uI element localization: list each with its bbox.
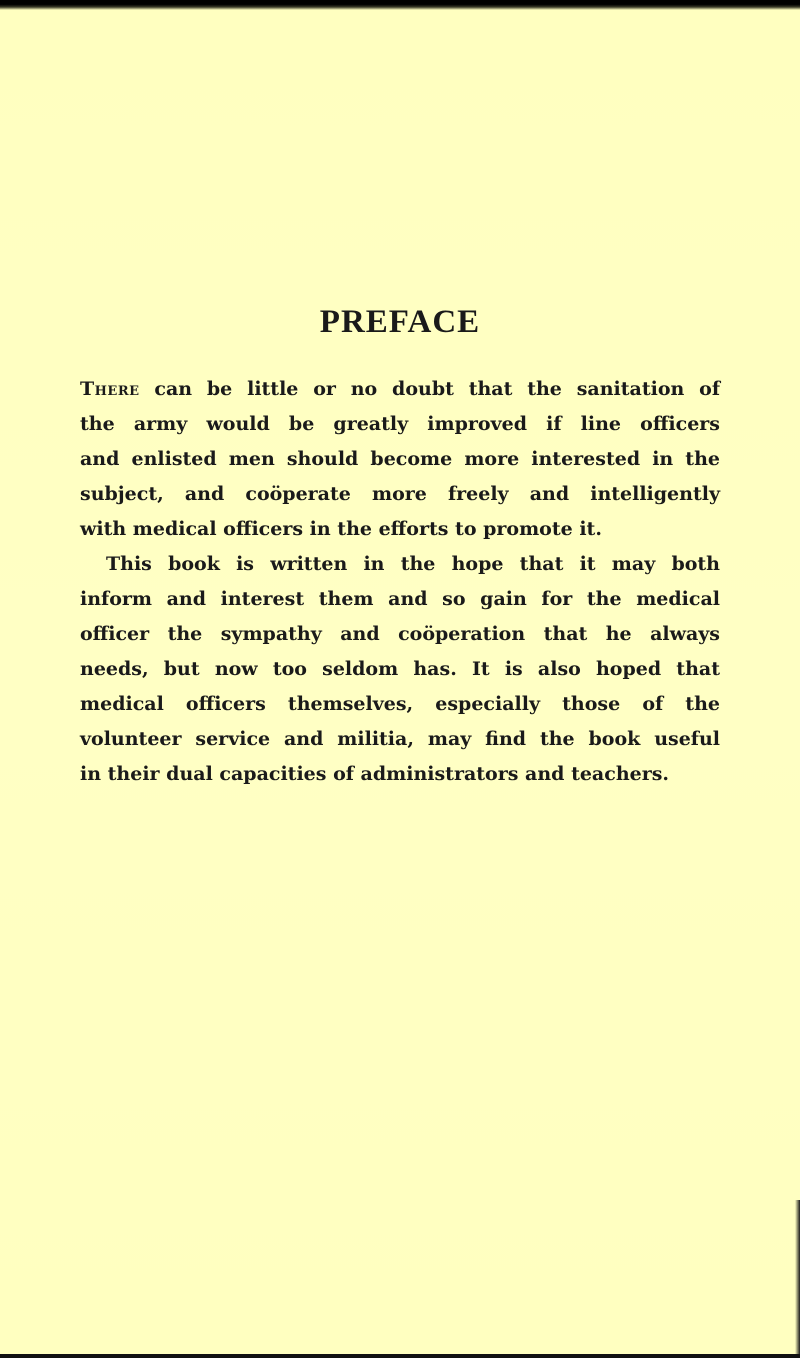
text-line: the army would be greatly improved if line officers bbox=[80, 413, 720, 435]
text-line: officer the sympathy and coöperation that he always bbox=[80, 623, 720, 645]
text-line bbox=[80, 372, 720, 407]
text-line: This book is written in the hope that it may both bbox=[106, 553, 720, 575]
text-line: needs, but now too seldom has. It is also hoped that bbox=[80, 658, 720, 680]
paragraph-1 bbox=[80, 372, 720, 547]
text-line: with medical officers in the efforts to promote it. bbox=[80, 518, 602, 540]
preface-body bbox=[80, 372, 720, 792]
page-title: PREFACE bbox=[319, 304, 481, 340]
text-line: volunteer service and militia, may find the book useful bbox=[80, 728, 720, 750]
scan-right-edge bbox=[795, 1200, 800, 1358]
scan-top-edge bbox=[0, 0, 800, 10]
text-line: subject, and coöperate more freely and intelligently bbox=[80, 483, 720, 505]
lead-word: There bbox=[80, 378, 140, 400]
text-line: in their dual capacities of administrators and teachers. bbox=[80, 763, 670, 785]
text-line: and enlisted men should become more interested in the bbox=[80, 448, 720, 470]
paragraph-2 bbox=[80, 547, 720, 792]
scan-bottom-edge bbox=[0, 1354, 800, 1358]
text-line: inform and interest them and so gain for the medical bbox=[80, 588, 720, 610]
text-line: medical officers themselves, especially those of the bbox=[80, 693, 720, 715]
line-text: can be little or no doubt that the sanitation of bbox=[139, 378, 720, 400]
